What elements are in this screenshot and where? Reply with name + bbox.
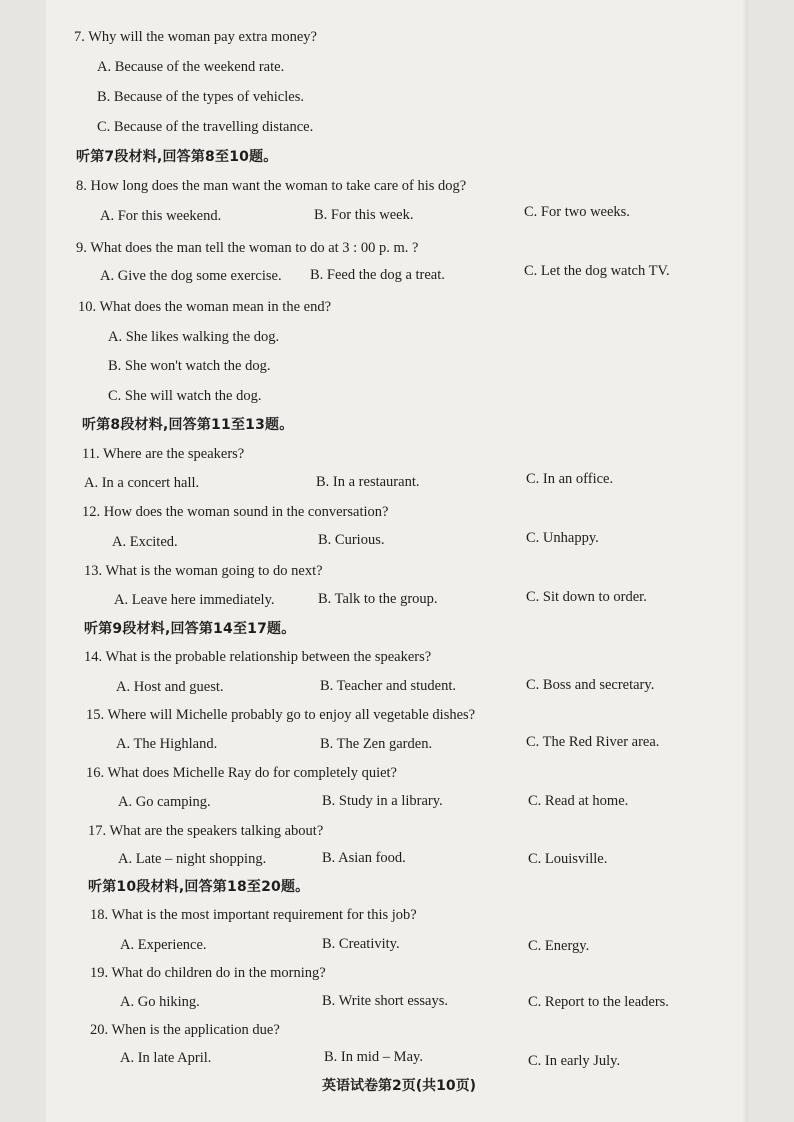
question-11-stem: 11. Where are the speakers?: [82, 446, 245, 462]
question-9-option-c: C. Let the dog watch TV.: [524, 263, 670, 279]
question-17-stem: 17. What are the speakers talking about?: [88, 823, 324, 839]
question-12-option-a: A. Excited.: [112, 534, 178, 550]
question-15-option-c: C. The Red River area.: [526, 734, 660, 750]
question-11-option-c: C. In an office.: [526, 471, 614, 487]
question-16-option-c: C. Read at home.: [528, 793, 629, 809]
question-14-option-b: B. Teacher and student.: [320, 678, 457, 694]
question-9-option-b: B. Feed the dog a treat.: [310, 267, 445, 283]
question-8-option-c: C. For two weeks.: [524, 204, 630, 220]
question-16-stem: 16. What does Michelle Ray do for completely quiet?: [86, 765, 397, 781]
question-8-option-b: B. For this week.: [314, 207, 414, 223]
question-7-option-b: B. Because of the types of vehicles.: [97, 89, 304, 105]
question-20-option-a: A. In late April.: [120, 1050, 212, 1066]
question-20-stem: 20. When is the application due?: [90, 1022, 280, 1038]
question-14-option-a: A. Host and guest.: [116, 679, 224, 695]
page-footer: 英语试卷第2页(共10页): [322, 1078, 477, 1094]
section-7-instruction: 听第7段材料,回答第8至10题。: [76, 149, 278, 165]
question-18-option-c: C. Energy.: [528, 938, 590, 954]
question-14-option-c: C. Boss and secretary.: [526, 677, 655, 693]
question-7-option-a: A. Because of the weekend rate.: [97, 59, 285, 75]
question-12-stem: 12. How does the woman sound in the conversation?: [82, 504, 389, 520]
section-8-instruction: 听第8段材料,回答第11至13题。: [82, 417, 294, 433]
question-17-option-b: B. Asian food.: [322, 850, 406, 866]
question-15-option-a: A. The Highland.: [116, 736, 218, 752]
question-7-stem: 7. Why will the woman pay extra money?: [74, 29, 317, 45]
question-10-option-c: C. She will watch the dog.: [108, 388, 262, 404]
question-9-stem: 9. What does the man tell the woman to do at 3 : 00 p. m. ?: [76, 240, 419, 256]
question-20-option-b: B. In mid – May.: [324, 1049, 423, 1065]
question-10-option-a: A. She likes walking the dog.: [108, 329, 280, 345]
question-16-option-a: A. Go camping.: [118, 794, 211, 810]
question-18-stem: 18. What is the most important requirement for this job?: [90, 907, 417, 923]
question-12-option-c: C. Unhappy.: [526, 530, 599, 546]
question-15-stem: 15. Where will Michelle probably go to enjoy all vegetable dishes?: [86, 707, 476, 723]
section-10-instruction: 听第10段材料,回答第18至20题。: [88, 879, 310, 895]
question-13-stem: 13. What is the woman going to do next?: [84, 563, 323, 579]
question-19-stem: 19. What do children do in the morning?: [90, 965, 326, 981]
question-10-option-b: B. She won't watch the dog.: [108, 358, 271, 374]
question-11-option-a: A. In a concert hall.: [84, 475, 200, 491]
question-8-option-a: A. For this weekend.: [100, 208, 222, 224]
question-11-option-b: B. In a restaurant.: [316, 474, 420, 490]
question-17-option-c: C. Louisville.: [528, 851, 608, 867]
question-9-option-a: A. Give the dog some exercise.: [100, 268, 282, 284]
question-19-option-c: C. Report to the leaders.: [528, 994, 669, 1010]
question-14-stem: 14. What is the probable relationship between the speakers?: [84, 649, 432, 665]
question-16-option-b: B. Study in a library.: [322, 793, 443, 809]
question-19-option-b: B. Write short essays.: [322, 993, 449, 1009]
question-12-option-b: B. Curious.: [318, 532, 385, 548]
question-13-option-b: B. Talk to the group.: [318, 591, 438, 607]
question-19-option-a: A. Go hiking.: [120, 994, 200, 1010]
question-20-option-c: C. In early July.: [528, 1053, 621, 1069]
question-18-option-a: A. Experience.: [120, 937, 207, 953]
question-17-option-a: A. Late – night shopping.: [118, 851, 267, 867]
section-9-instruction: 听第9段材料,回答第14至17题。: [84, 621, 296, 637]
question-18-option-b: B. Creativity.: [322, 936, 400, 952]
question-10-stem: 10. What does the woman mean in the end?: [78, 299, 332, 315]
question-8-stem: 8. How long does the man want the woman to take care of his dog?: [76, 178, 467, 194]
question-13-option-c: C. Sit down to order.: [526, 589, 647, 605]
question-7-option-c: C. Because of the travelling distance.: [97, 119, 314, 135]
question-15-option-b: B. The Zen garden.: [320, 736, 433, 752]
question-13-option-a: A. Leave here immediately.: [114, 592, 275, 608]
